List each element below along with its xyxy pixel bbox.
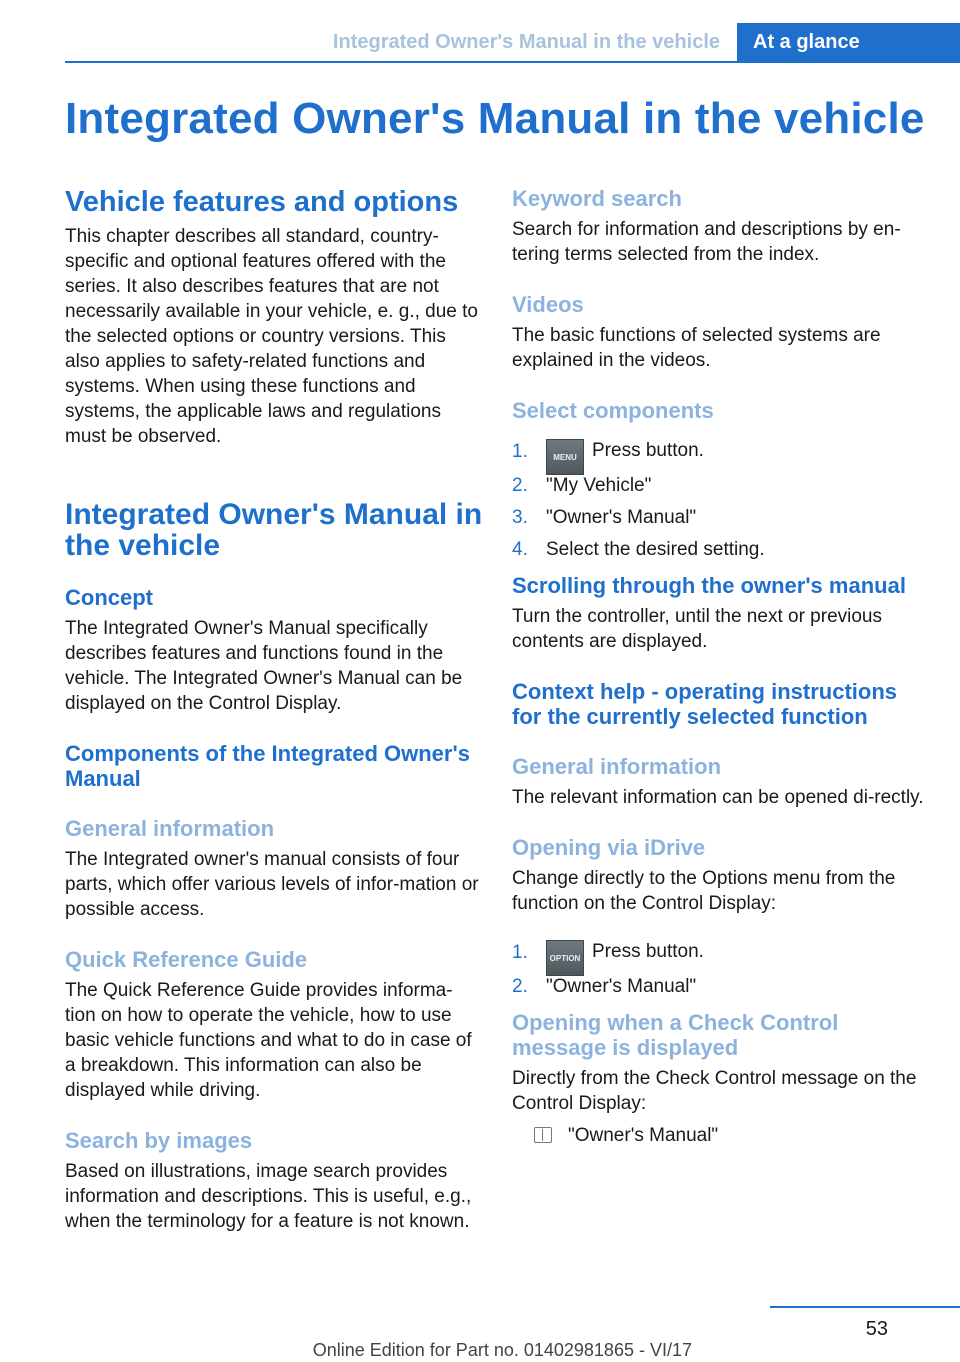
footer-divider xyxy=(770,1306,960,1308)
step-text: Press button. xyxy=(592,440,704,461)
step-number: 2. xyxy=(512,475,528,496)
check-control-item-text: "Owner's Manual" xyxy=(568,1125,719,1146)
step-text: "Owner's Manual" xyxy=(546,976,697,997)
left-column xyxy=(65,180,483,1234)
list-item xyxy=(512,974,927,1006)
right-column xyxy=(512,180,927,1148)
general-information-text: The Integrated owner's manual consists of four parts, which offer various levels of infor-mation or possible access. xyxy=(65,849,479,920)
scrolling-heading: Scrolling through the owner's manual xyxy=(512,573,906,598)
context-help-heading: Context help - operating instructions for the currently selected function xyxy=(512,679,898,729)
menu-button-icon: MENU xyxy=(546,439,584,475)
footer-edition: Online Edition for Part no. 01402981865 - VI/17 xyxy=(312,1340,692,1360)
step-number: 2. xyxy=(512,976,528,997)
manual-book-icon xyxy=(534,1127,552,1143)
step-text: "Owner's Manual" xyxy=(546,507,697,528)
keyword-search-text: Search for information and descriptions by en-tering terms selected from the index. xyxy=(512,219,901,265)
option-button-icon: OPTION xyxy=(546,940,584,976)
list-item xyxy=(512,433,927,473)
idrive-steps xyxy=(512,934,927,1006)
list-item xyxy=(512,505,927,537)
context-general-heading: General information xyxy=(512,754,722,779)
step-number: 1. xyxy=(512,441,528,462)
header-chapter-tab[interactable]: At a glance xyxy=(737,23,960,61)
vehicle-features-text: This chapter describes all standard, country-specific and optional features offered with the series. It also describes features that are not necessarily available in your vehicle, e. g., due to the selected options or country versions. This also applies to safety-related functions and systems. When using these functions and systems, the applicable laws and regulations must be observed. xyxy=(65,226,478,447)
general-information-heading: General information xyxy=(65,816,275,841)
step-number: 4. xyxy=(512,539,528,560)
select-components-heading: Select components xyxy=(512,398,714,423)
search-by-images-heading: Search by images xyxy=(65,1128,253,1153)
quick-reference-heading: Quick Reference Guide xyxy=(65,947,308,972)
concept-heading: Concept xyxy=(65,585,153,610)
vehicle-features-heading: Vehicle features and options xyxy=(65,186,459,218)
step-text: "My Vehicle" xyxy=(546,475,652,496)
videos-text: The basic functions of selected systems are explained in the videos. xyxy=(512,325,881,371)
page-title: Integrated Owner's Manual in the vehicle xyxy=(65,94,925,143)
step-text: Press button. xyxy=(592,941,704,962)
search-by-images-text: Based on illustrations, image search provides information and descriptions. This is useful, e.g., when the terminology for a feature is not known. xyxy=(65,1161,472,1232)
integrated-manual-heading: Integrated Owner's Manual in the vehicle xyxy=(65,498,483,562)
select-components-steps xyxy=(512,433,927,569)
check-control-heading: Opening when a Check Control message is displayed xyxy=(512,1010,839,1060)
check-control-text: Directly from the Check Control message on the Control Display: xyxy=(512,1068,917,1114)
scrolling-text: Turn the controller, until the next or previous contents are displayed. xyxy=(512,606,882,652)
videos-heading: Videos xyxy=(512,292,584,317)
idrive-text: Change directly to the Options menu from the function on the Control Display: xyxy=(512,868,896,914)
components-heading: Components of the Integrated Owner's Manual xyxy=(65,741,470,791)
list-item xyxy=(512,934,927,974)
context-general-text: The relevant information can be opened di-rectly. xyxy=(512,787,924,808)
idrive-heading: Opening via iDrive xyxy=(512,835,706,860)
check-control-item xyxy=(512,1123,927,1148)
header-divider xyxy=(65,61,960,63)
quick-reference-text: The Quick Reference Guide provides informa-tion on how to operate the vehicle, how to use basic vehicle functions and what to do in case of a breakdown. This information can also be displayed while driving. xyxy=(65,980,472,1101)
concept-text: The Integrated Owner's Manual specifically describes features and functions found in the vehicle. The Integrated Owner's Manual can be displayed on the Control Display. xyxy=(65,618,463,714)
step-number: 3. xyxy=(512,507,528,528)
list-item xyxy=(512,537,927,569)
list-item xyxy=(512,473,927,505)
step-number: 1. xyxy=(512,942,528,963)
header-section-title: Integrated Owner's Manual in the vehicle xyxy=(332,31,720,53)
keyword-search-heading: Keyword search xyxy=(512,186,682,211)
page-number: 53 xyxy=(865,1318,888,1340)
step-text: Select the desired setting. xyxy=(546,539,765,560)
